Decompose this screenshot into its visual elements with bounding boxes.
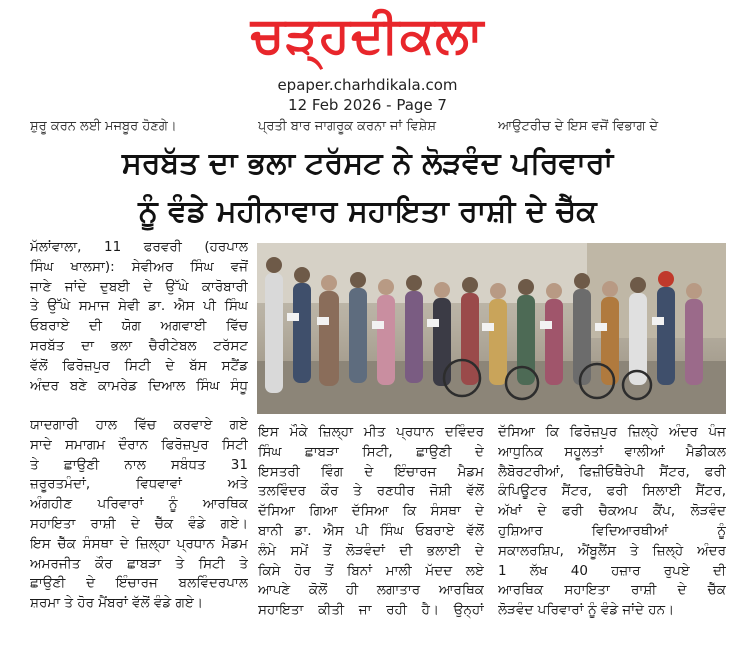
- newspaper-logo: ਚੜ੍ਹਦੀਕਲਾ: [250, 6, 485, 64]
- article-line: ਸ਼ਰਮਾ ਤੇ ਹੋਰ ਮੈਂਬਰਾਂ ਵੱਲੋਂ ਵੰਡੇ ਗਏ।: [30, 595, 203, 612]
- article-line: ਬਾਨੀ ਡਾ. ਐਸ ਪੀ ਸਿੰਘ ਓਬਰਾਏ ਵੱਲੋਂ: [258, 522, 484, 539]
- article-line: ਤਲਵਿੰਦਰ ਕੌਰ ਤੇ ਰਣਧੀਰ ਜੋਸ਼ੀ ਵੱਲੋਂ: [258, 483, 484, 500]
- article-line: ਅੰਦਰ ਬਣੇ ਕਾਮਰੇਡ ਦਿਆਲ ਸਿੰਘ ਸੰਧੂ: [30, 377, 248, 394]
- article-line: ਮੱਲਾਂਵਾਲਾ, 11 ਫਰਵਰੀ (ਹਰਪਾਲ: [30, 239, 248, 255]
- article-line: ਹੁਸ਼ਿਆਰ ਵਿਦਿਆਰਥੀਆਂ ਨੂੰ: [498, 522, 726, 539]
- article-line: ਲੋੜਵੰਦ ਪਰਿਵਾਰਾਂ ਨੂੰ ਵੰਡੇ ਜਾਂਦੇ ਹਨ।: [498, 602, 675, 619]
- article-line: ਦੱਸਿਆ ਗਿਆ ਦੱਸਿਆ ਕਿ ਸੰਸਥਾ ਦੇ: [258, 503, 484, 520]
- article-line: ਓਬਰਾਏ ਦੀ ਯੋਗ ਅਗਵਾਈ ਵਿੱਚ: [30, 318, 248, 335]
- article-line: ਅੰਗਹੀਣ ਪਰਿਵਾਰਾਂ ਨੂੰ ਆਰਥਿਕ: [30, 496, 248, 513]
- previous-article-fragment-2: ਪ੍ਰਤੀ ਬਾਰ ਜਾਗਰੂਕ ਕਰਨਾ ਜਾਂ ਵਿਸ਼ੇਸ਼: [258, 119, 436, 134]
- headline-line-2: ਨੂੰ ਵੰਡੇ ਮਹੀਨਾਵਾਰ ਸਹਾਇਤਾ ਰਾਸ਼ੀ ਦੇ ਚੈੱਕ: [138, 194, 597, 229]
- article-line: ਸਿੰਘ ਛਾਬੜਾ ਸਿਟੀ, ਛਾਉਣੀ ਦੇ: [258, 443, 484, 460]
- epaper-url[interactable]: epaper.charhdikala.com: [277, 76, 458, 94]
- news-photo-group: [257, 243, 726, 414]
- article-line: ਲੰਮੇ ਸਮੇਂ ਤੋਂ ਲੋੜਵੰਦਾਂ ਦੀ ਭਲਾਈ ਦੇ: [258, 542, 484, 559]
- article-line: ਜਾਣੇ ਜਾਂਦੇ ਦੁਬਈ ਦੇ ਉੱਘੇ ਕਾਰੋਬਾਰੀ: [30, 278, 248, 295]
- article-line: ਵੱਲੋਂ ਫਿਰੋਜ਼ਪੁਰ ਸਿਟੀ ਦੇ ਬੱਸ ਸਟੈਂਡ: [30, 357, 248, 374]
- article-line: ਸਕਾਲਰਸ਼ਿਪ, ਐਂਬੂਲੈਂਸ ਤੇ ਜ਼ਿਲ੍ਹੇ ਅੰਦਰ: [498, 542, 726, 559]
- article-line: ਦੱਸਿਆ ਕਿ ਫਿਰੋਜ਼ਪੁਰ ਜ਼ਿਲ੍ਹੇ ਅੰਦਰ ਪੰਜ: [498, 424, 726, 440]
- article-line: ਛਾਉਣੀ ਦੇ ਇੰਚਾਰਜ ਬਲਵਿੰਦਰਪਾਲ: [30, 575, 248, 592]
- article-line: ਇਸ ਚੈੱਕ ਸੰਸਥਾ ਦੇ ਜ਼ਿਲ੍ਹਾ ਪ੍ਰਧਾਨ ਮੈਡਮ: [30, 535, 248, 552]
- article-line: ਸਹਾਇਤਾ ਕੀਤੀ ਜਾ ਰਹੀ ਹੈ। ਉਨ੍ਹਾਂ: [258, 602, 484, 619]
- article-line: ਲੈਬੋਰਟਰੀਆਂ, ਫਿਜ਼ੀਓਥੈਰੇਪੀ ਸੈਂਟਰ, ਫਰੀ: [498, 463, 726, 480]
- article-line: ਸਰਬੱਤ ਦਾ ਭਲਾ ਚੈਰੀਟੇਬਲ ਟਰੱਸਟ: [30, 337, 248, 354]
- article-line: ਆਪਣੇ ਕੋਲੋਂ ਹੀ ਲਗਾਤਾਰ ਆਰਥਿਕ: [258, 582, 484, 599]
- masthead: [0, 0, 735, 118]
- edition-date-page: 12 Feb 2026 - Page 7: [288, 96, 447, 114]
- article-column-1-top: [30, 238, 248, 396]
- article-column-2: [258, 423, 484, 621]
- previous-article-fragment-1: ਸ਼ੁਰੂ ਕਰਨ ਲਈ ਮਜਬੂਰ ਹੋਣਗੇ।: [30, 119, 177, 134]
- headline-line-1: ਸਰਬੱਤ ਦਾ ਭਲਾ ਟਰੱਸਟ ਨੇ ਲੋੜਵੰਦ ਪਰਿਵਾਰਾਂ: [121, 146, 614, 181]
- article-line: 1 ਲੱਖ 40 ਹਜ਼ਾਰ ਰੁਪਏ ਦੀ: [498, 562, 726, 579]
- article-line: ਜ਼ਰੂਰਤਮੰਦਾਂ, ਵਿਧਵਾਵਾਂ ਅਤੇ: [30, 476, 248, 493]
- article-line: ਆਧੁਨਿਕ ਸਹੂਲਤਾਂ ਵਾਲੀਆਂ ਮੈਡੀਕਲ: [498, 443, 726, 460]
- article-line: ਤੇ ਛਾਉਣੀ ਨਾਲ ਸਬੰਧਤ 31: [30, 456, 248, 473]
- article-line: ਸਾਦੇ ਸਮਾਗਮ ਦੌਰਾਨ ਫਿਰੋਜ਼ਪੁਰ ਸਿਟੀ: [30, 436, 248, 453]
- article-line: ਅਮਰਜੀਤ ਕੌਰ ਛਾਬੜਾ ਤੇ ਸਿਟੀ ਤੇ: [30, 555, 248, 572]
- article-line: ਇਸਤਰੀ ਵਿੰਗ ਦੇ ਇੰਚਾਰਜ ਮੈਡਮ: [258, 463, 484, 480]
- article-line: ਅੱਖਾਂ ਦੇ ਫਰੀ ਚੈਕਅਪ ਕੈਂਪ, ਲੋੜਵੰਦ: [498, 503, 726, 520]
- article-line: ਯਾਦਗਾਰੀ ਹਾਲ ਵਿੱਚ ਕਰਵਾਏ ਗਏ: [30, 417, 248, 433]
- previous-article-fragment-3: ਆਉਟਰੀਚ ਦੇ ਇਸ ਵਜੋਂ ਵਿਭਾਗ ਦੇ: [498, 119, 659, 134]
- article-line: ਇਸ ਮੌਕੇ ਜ਼ਿਲ੍ਹਾ ਮੀਤ ਪ੍ਰਧਾਨ ਦਵਿੰਦਰ: [258, 424, 484, 440]
- group-photo-illustration: [257, 243, 726, 414]
- article-line: ਸਿੰਘ ਖਾਲਸਾ): ਸੇਵੀਅਰ ਸਿੰਘ ਵਜੋਂ: [30, 258, 248, 275]
- article-column-3: [498, 423, 726, 621]
- article-line: ਤੇ ਉੱਘੇ ਸਮਾਜ ਸੇਵੀ ਡਾ. ਐਸ ਪੀ ਸਿੰਘ: [30, 298, 248, 315]
- article-column-1-bottom: [30, 416, 248, 614]
- article-line: ਕੰਪਿਊਟਰ ਸੈਂਟਰ, ਫਰੀ ਸਿਲਾਈ ਸੈਂਟਰ,: [498, 483, 726, 500]
- article-line: ਕਿਸੇ ਹੋਰ ਤੋਂ ਬਿਨਾਂ ਮਾਲੀ ਮੱਦਦ ਲਏ: [258, 562, 484, 579]
- article-line: ਆਰਥਿਕ ਸਹਾਇਤਾ ਰਾਸ਼ੀ ਦੇ ਚੈੱਕ: [498, 582, 726, 599]
- article-line: ਸਹਾਇਤਾ ਰਾਸ਼ੀ ਦੇ ਚੈੱਕ ਵੰਡੇ ਗਏ।: [30, 515, 248, 532]
